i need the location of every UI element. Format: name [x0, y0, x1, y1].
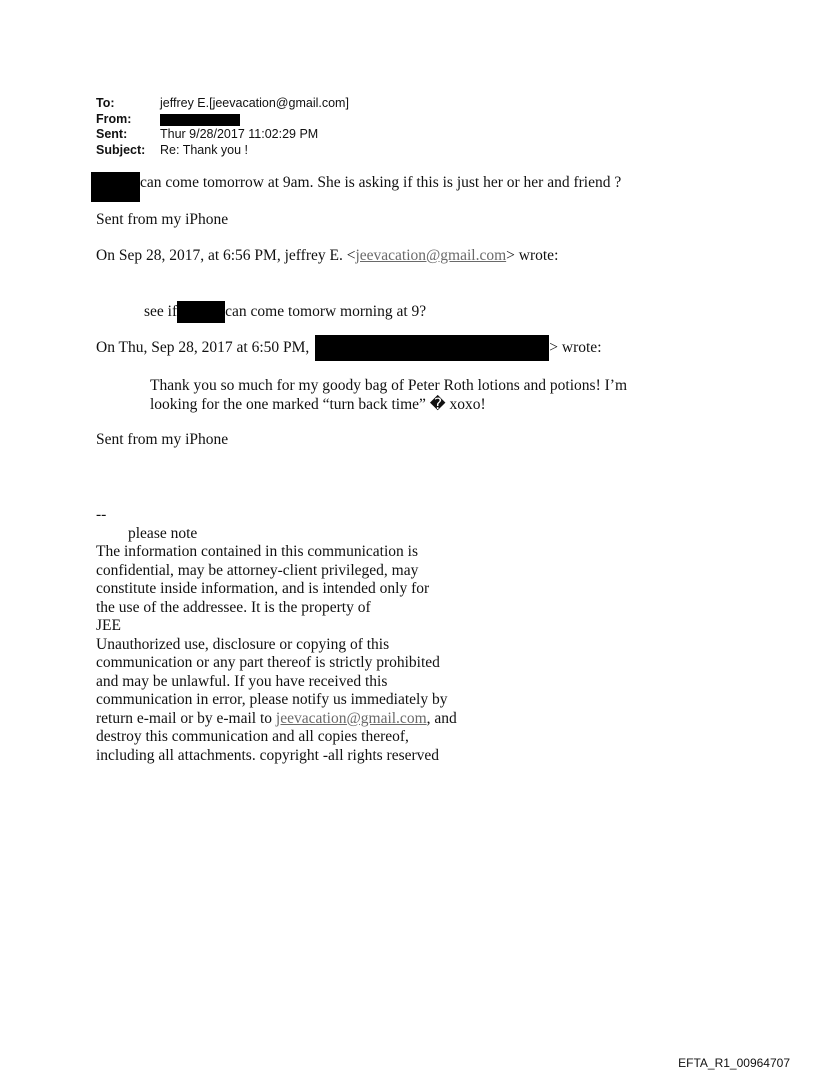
to-value: jeffrey E.[jeevacation@gmail.com]: [160, 96, 349, 110]
signature-2: Sent from my iPhone: [96, 431, 229, 448]
disclaimer-line: including all attachments. copyright -all rights reserved: [96, 746, 440, 764]
disclaimer-return-prefix: return e-mail or by e-mail to: [96, 709, 276, 727]
from-label: From:: [96, 111, 132, 126]
to-row: [96, 96, 349, 112]
sent-row: [96, 127, 349, 143]
email-header: [96, 96, 349, 158]
from-redaction: [160, 114, 240, 126]
reply-text: can come tomorrow at 9am. She is asking if this is just her or her and friend ?: [140, 174, 622, 191]
nested-message: [144, 301, 426, 323]
attribution-2-suffix: > wrote:: [549, 339, 602, 356]
attribution-1-suffix: > wrote:: [506, 247, 559, 264]
disclaimer-heading: please note: [128, 524, 198, 542]
disclaimer-line: and may be unlawful. If you have received this: [96, 672, 388, 690]
disclaimer-return-suffix: , and: [426, 709, 457, 727]
subject-label: Subject:: [96, 142, 146, 157]
quoted-message: [150, 376, 627, 414]
sent-value: Thur 9/28/2017 11:02:29 PM: [160, 127, 319, 141]
signature-1: Sent from my iPhone: [96, 211, 229, 228]
to-label: To:: [96, 96, 115, 110]
attribution-1-email-link[interactable]: jeevacation@gmail.com: [355, 247, 507, 264]
attribution-2-redaction: [315, 335, 549, 361]
disclaimer-email-link[interactable]: jeevacation@gmail.com: [275, 709, 427, 727]
disclaimer-line: constitute inside information, and is intended only for: [96, 580, 430, 597]
from-row: [96, 112, 349, 128]
quote-line-1: Thank you so much for my goody bag of Peter Roth lotions and potions! I’m: [150, 377, 627, 394]
attribution-2: [96, 335, 602, 361]
nested-prefix: see if: [144, 303, 178, 320]
disclaimer-return-line: [96, 710, 457, 729]
disclaimer-line: The information contained in this communication is: [96, 543, 418, 560]
reply-line: [91, 172, 621, 202]
nested-suffix: can come tomorw morning at 9?: [225, 303, 427, 320]
quote-line-2: looking for the one marked “turn back time” � xoxo!: [150, 396, 486, 413]
attribution-1-prefix: On Sep 28, 2017, at 6:56 PM, jeffrey E. <: [96, 247, 356, 264]
disclaimer-line: Unauthorized use, disclosure or copying of this: [96, 635, 390, 653]
attribution-2-prefix: On Thu, Sep 28, 2017 at 6:50 PM,: [96, 339, 310, 356]
attribution-1: [96, 247, 558, 265]
disclaimer-line: destroy this communication and all copies thereof,: [96, 728, 409, 745]
disclaimer-line: JEE: [96, 617, 121, 634]
disclaimer-line: the use of the addressee. It is the property of: [96, 598, 371, 616]
disclaimer-line: communication in error, please notify us immediately by: [96, 691, 448, 708]
disclaimer-line: confidential, may be attorney-client privileged, may: [96, 561, 419, 579]
document-id: EFTA_R1_00964707: [678, 1056, 790, 1070]
disclaimer: [96, 506, 457, 765]
disclaimer-line: communication or any part thereof is strictly prohibited: [96, 654, 440, 671]
disclaimer-dashes: --: [96, 506, 107, 523]
subject-row: [96, 143, 349, 159]
sent-label: Sent:: [96, 127, 128, 141]
subject-value: Re: Thank you !: [160, 142, 249, 157]
nested-redaction: [177, 301, 225, 323]
reply-redaction: [91, 172, 140, 202]
